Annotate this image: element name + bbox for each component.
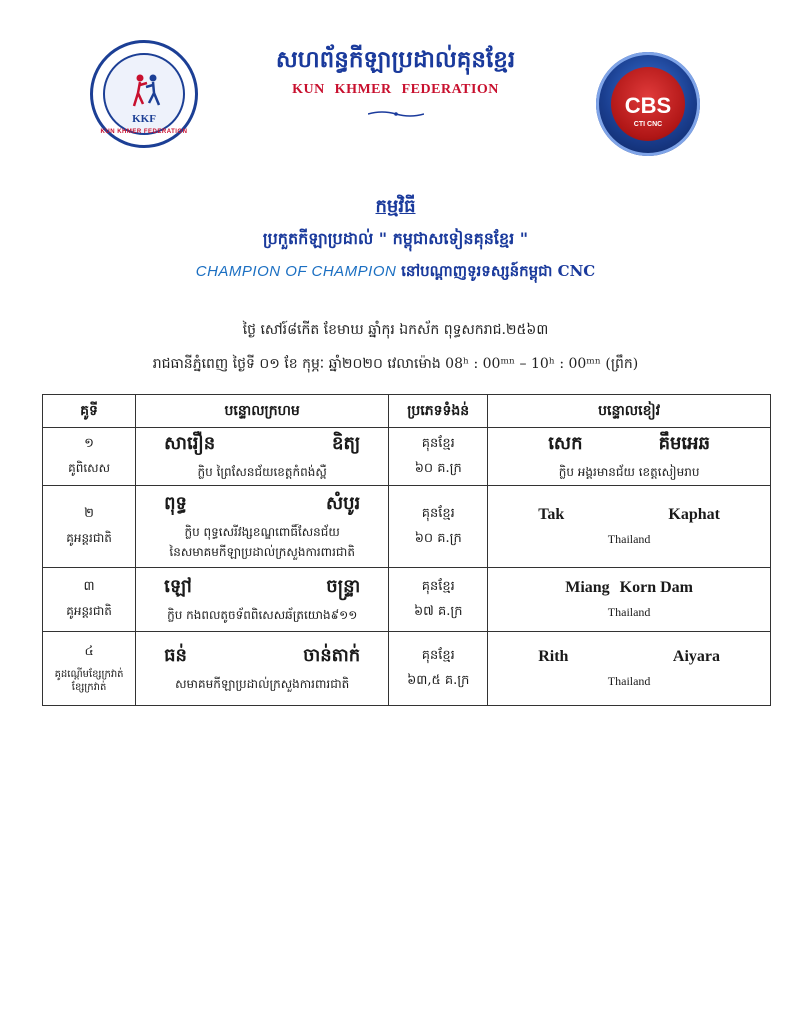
red-club: ក្លិប ពុទ្ធសេរីវង្សខណ្ឌពោធិ៍សែនជ័យ bbox=[184, 525, 340, 539]
blue-club: ក្លិប អង្គរមានជ័យ ខេត្តសៀមរាប bbox=[558, 465, 700, 479]
match-number: ៣ bbox=[83, 579, 95, 594]
weight-style: គុនខ្មែរ bbox=[421, 435, 455, 451]
table-row bbox=[43, 486, 771, 568]
match-number: ៤ bbox=[84, 644, 94, 659]
weight-cell bbox=[389, 428, 488, 486]
weight-value: ៦០ គ.ក្រ bbox=[414, 460, 462, 476]
blue-last-name: Korn Dam bbox=[619, 579, 693, 596]
lunar-date-line: ថ្ងៃ សៅរ៍៨កើត ខែមាឃ ឆ្នាំកុរ ឯកស័ក ពុទ្ធសករាជ.២៥៦៣ bbox=[242, 322, 549, 338]
blue-corner-cell bbox=[488, 428, 771, 486]
red-corner-cell bbox=[136, 632, 389, 706]
weight-value: ៦០ គ.ក្រ bbox=[414, 530, 462, 546]
red-club: ក្លិប កងពលតូចទ័ពពិសេសឆ័ត្រយោង៩១១ bbox=[167, 608, 358, 622]
event-title: ប្រកួតកីឡាប្រដាល់ " កម្ពុជាសទៀនគុនខ្មែរ " bbox=[262, 229, 529, 248]
match-number: ១ bbox=[84, 436, 94, 451]
red-fighter-name bbox=[136, 431, 388, 458]
red-corner-cell bbox=[136, 428, 389, 486]
match-number-cell bbox=[43, 428, 136, 486]
blue-first-name: Miang bbox=[565, 579, 610, 596]
blue-fighter-name bbox=[488, 579, 770, 597]
red-first-name: ពុទ្ធ bbox=[164, 493, 187, 514]
red-fighter-name bbox=[136, 574, 388, 601]
weight-value: ៦៧ គ.ក្រ bbox=[413, 603, 463, 619]
header-match-no: គូទី bbox=[43, 395, 136, 428]
blue-corner-cell bbox=[488, 486, 771, 568]
red-club: សមាគមកីឡាប្រដាល់ក្រសួងការពារជាតិ bbox=[175, 677, 350, 691]
blue-fighter-name bbox=[488, 648, 770, 666]
match-type: គូពិសេស bbox=[68, 461, 111, 475]
event-name-english: CHAMPION OF CHAMPION bbox=[195, 263, 397, 280]
match-number-cell bbox=[43, 486, 136, 568]
red-corner-cell bbox=[136, 486, 389, 568]
blue-corner-cell bbox=[488, 568, 771, 632]
program-title: កម្មវិធី bbox=[375, 196, 416, 217]
blue-fighter-name bbox=[488, 506, 770, 524]
red-club: ក្លិប ព្រៃសែនជ័យខេត្តកំពង់ស្ពឺ bbox=[197, 465, 327, 479]
red-last-name: សំបូរ bbox=[325, 493, 361, 514]
venue-time-line: រាជធានីភ្នំពេញ ថ្ងៃទី ០១ ខែ កុម្ភៈ ឆ្នាំ២០២០ វេលាម៉ោង 08ʰ : 00ᵐⁿ – 10ʰ : 00ᵐⁿ (ព្រឹក) bbox=[152, 356, 639, 372]
red-first-name: ធន់ bbox=[164, 645, 187, 666]
event-venue-khmer: នៅបណ្តាញទូរទស្សន៍កម្ពុជា CNC bbox=[401, 262, 596, 280]
match-number-cell bbox=[43, 568, 136, 632]
red-corner-cell bbox=[136, 568, 389, 632]
blue-country: Thailand bbox=[607, 605, 651, 619]
weight-cell bbox=[389, 632, 488, 706]
red-club-line2: នៃសមាគមកីឡាប្រដាល់ក្រសួងការពារជាតិ bbox=[169, 545, 355, 559]
ornament-divider-icon bbox=[368, 110, 424, 118]
blue-country: Thailand bbox=[607, 674, 651, 688]
blue-last-name: គឹមអេឆ bbox=[658, 433, 710, 454]
header-weight-class: ប្រភេទទំងន់ bbox=[389, 395, 488, 428]
kkf-logo-ring-text: KUN KHMER FEDERATION bbox=[100, 129, 188, 135]
match-schedule-table bbox=[42, 394, 771, 706]
weight-value: ៦៣,៥ គ.ក្រ bbox=[407, 672, 470, 688]
blue-country: Thailand bbox=[607, 532, 651, 546]
red-last-name: ចន្ទ្រា bbox=[326, 576, 361, 597]
match-number: ២ bbox=[84, 506, 94, 521]
red-first-name: សារឿន bbox=[164, 433, 216, 454]
blue-last-name: Aiyara bbox=[672, 648, 720, 665]
table-header-row bbox=[43, 395, 771, 428]
weight-style: គុនខ្មែរ bbox=[421, 505, 455, 521]
red-first-name: ឡៅ bbox=[164, 576, 192, 597]
table-row bbox=[43, 568, 771, 632]
weight-style: គុនខ្មែរ bbox=[421, 578, 455, 594]
red-fighter-name bbox=[136, 643, 388, 670]
match-type: គូដណ្តើមខ្សែក្រវាត់ ខ្សែក្រវាត់ bbox=[54, 669, 124, 693]
weight-cell bbox=[389, 568, 488, 632]
red-last-name: ឧិត្យ bbox=[332, 433, 361, 454]
table-row bbox=[43, 428, 771, 486]
table-row bbox=[43, 632, 771, 706]
match-type: គូអន្តរជាតិ bbox=[66, 604, 112, 618]
blue-first-name: Rith bbox=[538, 648, 569, 665]
blue-corner-cell bbox=[488, 632, 771, 706]
header-red-corner: បន្ទោលក្រហម bbox=[136, 395, 389, 428]
blue-first-name: Tak bbox=[538, 506, 565, 523]
blue-last-name: Kaphat bbox=[668, 506, 720, 523]
federation-name-english: KUN KHMER FEDERATION bbox=[292, 82, 499, 97]
weight-cell bbox=[389, 486, 488, 568]
match-number-cell bbox=[43, 632, 136, 706]
header-blue-corner: បន្ទោលខៀវ bbox=[488, 395, 771, 428]
federation-name-khmer: សហព័ន្ធកីឡាប្រដាល់គុនខ្មែរ bbox=[275, 46, 516, 73]
kkf-logo-abbr: KKF bbox=[132, 113, 156, 125]
red-last-name: ចាន់តាក់ bbox=[303, 645, 361, 666]
cbs-logo-sub: CTI CNC bbox=[633, 121, 663, 128]
weight-style: គុនខ្មែរ bbox=[421, 647, 455, 663]
cbs-logo-abbr: CBS bbox=[624, 93, 672, 118]
blue-first-name: សេក bbox=[548, 433, 583, 454]
red-fighter-name bbox=[136, 491, 388, 518]
event-subtitle bbox=[0, 262, 791, 284]
blue-fighter-name bbox=[488, 431, 770, 458]
match-type: គូអន្តរជាតិ bbox=[66, 531, 112, 545]
